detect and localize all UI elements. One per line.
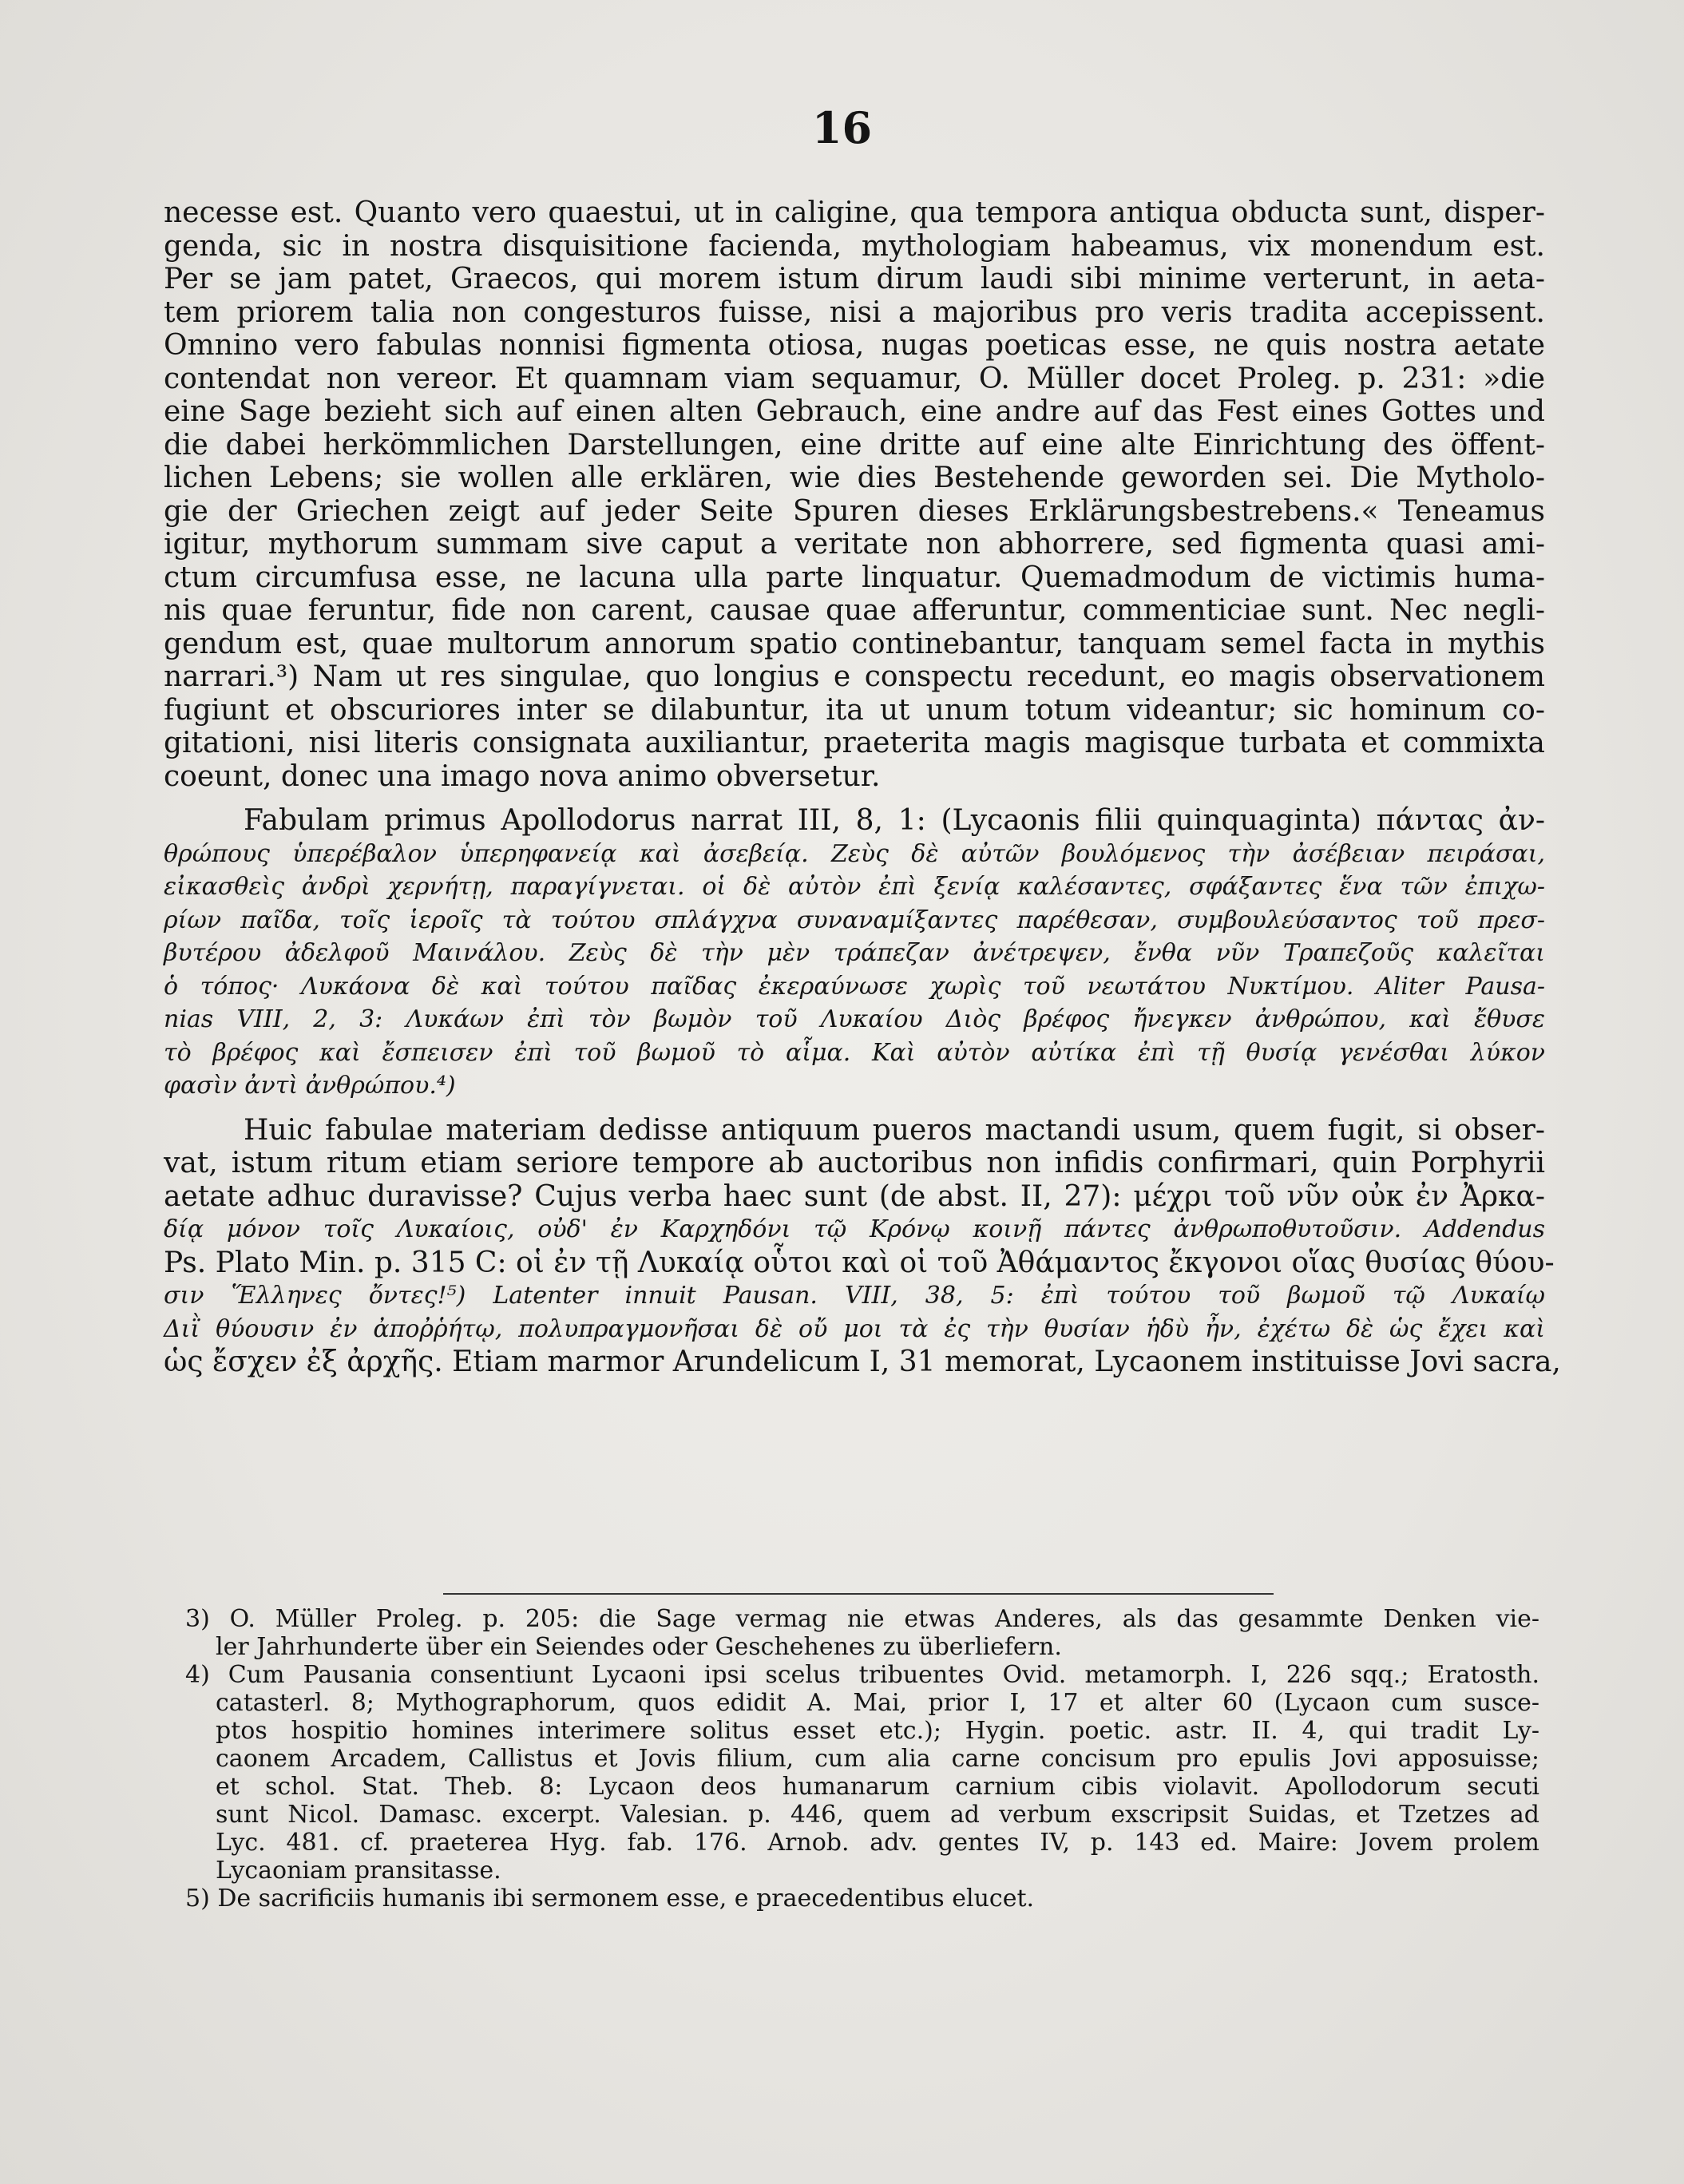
greek-quote-line: ρίων παῖδα, τοῖς ἱεροῖς τὰ τούτου σπλάγχνα συναναμίξαντες παρέθεσαν, συμβουλεύσαντος τοῦ πρεσ-: [164, 906, 1545, 934]
footnote-line: et schol. Stat. Theb. 8: Lycaon deos humanarum carnium cibis violavit. Apollodorum secuti: [216, 1773, 1539, 1801]
text-line: genda, sic in nostra disquisitione facienda, mythologiam habeamus, vix monendum est.: [164, 229, 1545, 263]
text-line: fugiunt et obscuriores inter se dilabuntur, ita ut unum totum videantur; sic hominum co-: [164, 693, 1545, 727]
text-line: gitationi, nisi literis consignata auxiliantur, praeterita magis magisque turbata et commixta: [164, 727, 1545, 759]
text-line: nis quae feruntur, fide non carent, causae quae afferuntur, commenticiae sunt. Nec negli-: [164, 594, 1545, 627]
text-line: gie der Griechen zeigt auf jeder Seite Spuren dieses Erklärungsbestrebens.« Teneamus: [164, 494, 1545, 528]
footnote-3: [185, 1605, 1539, 1661]
greek-quote-line: Διῒ θύουσιν ἐν ἀποῤῥήτῳ, πολυπραγμονῆσαι δὲ οὔ μοι τὰ ἐς τὴν θυσίαν ἡδὺ ἦν, ἐχέτω δὲ ὡς ἔχει καὶ: [164, 1314, 1545, 1343]
text-line: gendum est, quae multorum annorum spatio continebantur, tanquam semel facta in mythis: [164, 627, 1545, 660]
paragraph-1: [164, 196, 1545, 793]
text-line: aetate adhuc duravisse? Cujus verba haec sunt (de abst. II, 27): μέχρι τοῦ νῦν οὐκ ἐν Ἀρκα-: [164, 1179, 1545, 1213]
text-line: lichen Lebens; sie wollen alle erklären, wie dies Bestehende geworden sei. Die Mytholo-: [164, 462, 1545, 494]
paragraph-3: [164, 1113, 1561, 1379]
text-line: igitur, mythorum summam sive caput a veritate non abhorrere, sed figmenta quasi ami-: [164, 528, 1545, 561]
text-line: coeunt, donec una imago nova animo obversetur.: [164, 759, 881, 793]
text-line: Omnino vero fabulas nonnisi figmenta otiosa, nugas poeticas esse, ne quis nostra aetate: [164, 329, 1545, 362]
footnote-line: sunt Nicol. Damasc. excerpt. Valesian. p. 446, quem ad verbum exscripsit Suidas, et Tzetzes ad: [216, 1801, 1539, 1829]
text-line: narrari.³) Nam ut res singulae, quo longius e conspectu recedunt, eo magis observationem: [164, 660, 1545, 693]
footnote-5: [185, 1885, 1539, 1912]
greek-quote-line: βυτέρου ἀδελφοῦ Μαινάλου. Ζεὺς δὲ τὴν μὲν τράπεζαν ἀνέτρεψεν, ἔνθα νῦν Τραπεζοῦς καλεῖται: [164, 939, 1545, 967]
greek-quote-line: δίᾳ μόνον τοῖς Λυκαίοις, οὐδ' ἐν Καρχηδόνι τῷ Κρόνῳ κοινῇ πάντες ἀνθρωποθυτοῦσιν. Addendus: [164, 1215, 1545, 1243]
footnote-line: Lyc. 481. cf. praeterea Hyg. fab. 176. Arnob. adv. gentes IV, p. 143 ed. Maire: Jovem prolem: [216, 1829, 1539, 1857]
footnote-line: 4) Cum Pausania consentiunt Lycaoni ipsi scelus tribuentes Ovid. metamorph. I, 226 sqq.; Eratosth.: [185, 1661, 1539, 1689]
text-line: tem priorem talia non congesturos fuisse, nisi a majoribus pro veris tradita accepissent.: [164, 295, 1545, 329]
text-line: Per se jam patet, Graecos, qui morem istum dirum laudi sibi minime verterunt, in aeta-: [164, 263, 1545, 295]
footnote-line: ler Jahrhunderte über ein Seiendes oder Geschehenes zu überliefern.: [216, 1633, 1062, 1661]
main-text: [164, 196, 1561, 1379]
text-line: eine Sage bezieht sich auf einen alten Gebrauch, eine andre auf das Fest eines Gottes und: [164, 395, 1545, 428]
footnote-line: catasterl. 8; Mythographorum, quos edidit A. Mai, prior I, 17 et alter 60 (Lycaon cum susce-: [216, 1689, 1539, 1717]
text-line: Huic fabulae materiam dedisse antiquum pueros mactandi usum, quem fugit, si obser-: [244, 1113, 1545, 1147]
text-line: Ps. Plato Min. p. 315 C: οἱ ἐν τῇ Λυκαίᾳ οὗτοι καὶ οἱ τοῦ Ἀθάμαντος ἔκγονοι οἵας θυσίας θύου-: [164, 1246, 1555, 1279]
greek-quote-line: ὁ τόπος· Λυκάονα δὲ καὶ τούτου παῖδας ἐκεραύνωσε χωρὶς τοῦ νεωτάτου Νυκτίμου. Aliter Pausa-: [164, 972, 1545, 1001]
footnote-4: [185, 1661, 1539, 1885]
footnote-line: Lycaoniam pransitasse.: [216, 1857, 501, 1885]
page-number: 16: [811, 102, 873, 153]
paragraph-2: [164, 804, 1545, 1103]
greek-quote-line: φασὶν ἀντὶ ἀνθρώπου.⁴): [164, 1072, 456, 1100]
text-line: die dabei herkömmlichen Darstellungen, eine dritte auf eine alte Einrichtung des öffent-: [164, 428, 1545, 462]
text-line: ctum circumfusa esse, ne lacuna ulla parte linquatur. Quemadmodum de victimis huma-: [164, 561, 1545, 594]
greek-quote-line: θρώπους ὑπερέβαλον ὑπερηφανείᾳ καὶ ἀσεβείᾳ. Ζεὺς δὲ αὐτῶν βουλόμενος τὴν ἀσέβειαν πειράσαι,: [164, 839, 1545, 868]
text-line: necesse est. Quanto vero quaestui, ut in caligine, qua tempora antiqua obducta sunt, disper-: [164, 196, 1545, 229]
text-line: vat, istum ritum etiam seriore tempore ab auctoribus non infidis confirmari, quin Porphyrii: [164, 1147, 1545, 1179]
footnotes: [185, 1605, 1539, 1912]
text-line: contendat non vereor. Et quamnam viam sequamur, O. Müller docet Proleg. p. 231: »die: [164, 362, 1545, 395]
greek-quote-line: σιν Ἕλληνες ὄντες!⁵) Latenter innuit Pausan. VIII, 38, 5: ἐπὶ τούτου τοῦ βωμοῦ τῷ Λυκαίῳ: [164, 1282, 1545, 1310]
footnote-line: 3) O. Müller Proleg. p. 205: die Sage vermag nie etwas Anderes, als das gesammte Denken vie-: [185, 1605, 1539, 1633]
footnote-line: 5) De sacrificiis humanis ibi sermonem esse, e praecedentibus elucet.: [185, 1885, 1035, 1912]
footnote-line: caonem Arcadem, Callistus et Jovis filium, cum alia carne concisum pro epulis Jovi apposuisse;: [216, 1745, 1539, 1773]
text-line: Fabulam primus Apollodorus narrat III, 8, 1: (Lycaonis filii quinquaginta) πάντας ἀν-: [244, 804, 1545, 837]
greek-quote-line: nias VIII, 2, 3: Λυκάων ἐπὶ τὸν βωμὸν τοῦ Λυκαίου Διὸς βρέφος ἤνεγκεν ἀνθρώπου, καὶ ἔθυσε: [164, 1005, 1545, 1033]
footnote-line: ptos hospitio homines interimere solitus esset etc.); Hygin. poetic. astr. II. 4, qui tradit Ly-: [216, 1717, 1539, 1745]
greek-quote-line: τὸ βρέφος καὶ ἔσπεισεν ἐπὶ τοῦ βωμοῦ τὸ αἷμα. Καὶ αὐτὸν αὐτίκα ἐπὶ τῇ θυσίᾳ γενέσθαι λύκον: [164, 1038, 1545, 1067]
text-line: ὡς ἔσχεν ἐξ ἀρχῆς. Etiam marmor Arundelicum I, 31 memorat, Lycaonem instituisse Jovi sacra,: [164, 1346, 1561, 1378]
greek-quote-line: εἰκασθεὶς ἀνδρὶ χερνήτῃ, παραγίγνεται. οἱ δὲ αὐτὸν ἐπὶ ξενίᾳ καλέσαντες, σφάξαντες ἕνα τῶν ἐπιχω-: [164, 873, 1545, 901]
footnote-divider: [443, 1593, 1274, 1595]
